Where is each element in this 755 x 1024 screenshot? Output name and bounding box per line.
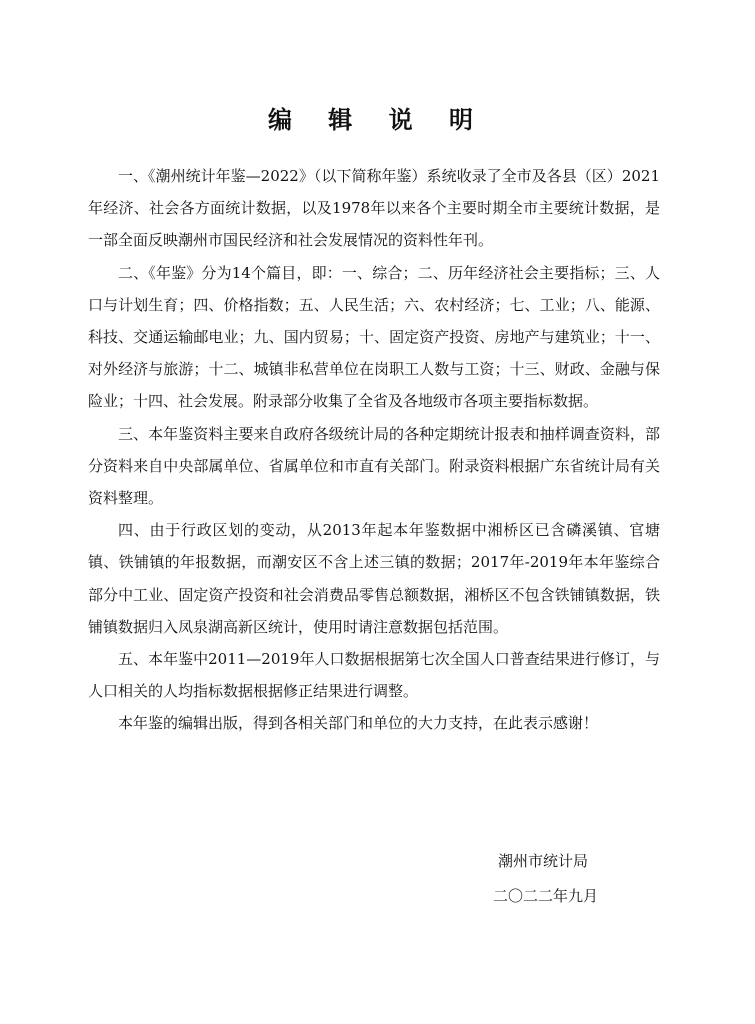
paragraph-1: 一、《潮州统计年鉴—2022》（以下简称年鉴）系统收录了全市及各县（区）2021年经济、社会各方面统计数据，以及1978年以来各个主要时期全市主要统计数据，是一部全面反映潮州市国民经济和社会发展情况的资料性年刊。 [88,167,660,250]
paragraph-3: 三、本年鉴资料主要来自政府各级统计局的各种定期统计报表和抽样调查资料，部分资料来自中央部属单位、省属单位和市直有关部门。附录资料根据广东省统计局有关资料整理。 [88,424,660,508]
paragraph-4: 四、由于行政区划的变动，从2013年起本年鉴数据中湘桥区已含磷溪镇、官塘镇、铁铺镇的年报数据，而潮安区不含上述三镇的数据；2017年-2019年本年鉴综合部分中工业、固定资产投资和社会消费品零售总额数据，湘桥区不包含铁铺镇数据，铁铺镇数据归入凤泉湖高新区统计，使用时请注意数据包括范围。 [88,521,660,636]
paragraph-5: 五、本年鉴中2011—2019年人口数据根据第七次全国人口普查结果进行修订，与人口相关的人均指标数据根据修正结果进行调整。 [88,650,660,701]
document-body [88,160,660,740]
signature-organization: 潮州市统计局 [498,852,589,870]
paragraph-6-acknowledgement: 本年鉴的编辑出版，得到各相关部门和单位的大力支持，在此表示感谢！ [118,714,599,733]
paragraph-2: 二、《年鉴》分为14个篇目，即：一、综合；二、历年经济社会主要指标；三、人口与计划生育；四、价格指数；五、人民生活；六、农村经济；七、工业；八、能源、科技、交通运输邮电业；九、国内贸易；十、固定资产投资、房地产与建筑业；十一、对外经济与旅游；十二、城镇非私营单位在岗职工人数与工资；十三、财政、金融与保险业；十四、社会发展。附录部分收集了全省及各地级市各项主要指标数据。 [88,263,660,411]
page-title: 编 辑 说 明 [267,106,488,134]
signature-date: 二〇二二年九月 [493,887,599,905]
